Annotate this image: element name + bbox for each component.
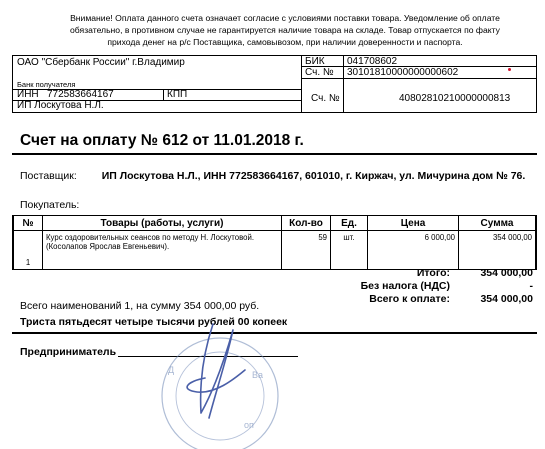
svg-text:Д: Д [168, 365, 175, 375]
row-qty: 59 [282, 231, 331, 270]
pay-value: 354 000,00 [480, 293, 533, 305]
bank-label: Банк получателя [17, 80, 76, 89]
signer-label: Предприниматель [20, 346, 117, 358]
total-value: 354 000,00 [480, 267, 533, 279]
total-label: Итого: [416, 267, 450, 279]
svg-text:оп: оп [244, 420, 254, 430]
inn-label: ИНН [17, 89, 39, 100]
col-unit: Ед. [331, 216, 368, 231]
amount-in-words: Триста пятьдесят четыре тысячи рублей 00 копеек [20, 316, 288, 328]
row-num: 1 [13, 231, 43, 270]
supplier-value: ИП Лоскутова Н.Л., ИНН 772583664167, 601010, г. Киржач, ул. Мичурина дом № 76. [101, 170, 526, 182]
table-row [13, 231, 536, 270]
pay-label: Всего к оплате: [369, 293, 450, 305]
notice-line: прихода денег на р/с Поставщика, самовывозом, при наличии доверенности и паспорта. [107, 37, 463, 47]
kpp-label: КПП [167, 89, 188, 100]
notice-line: Внимание! Оплата данного счета означает согласие с условиями поставки товара. Уведомление об оплате [70, 13, 500, 23]
vat-value: - [529, 280, 533, 292]
col-price: Цена [368, 216, 459, 231]
supplier-label: Поставщик: [20, 170, 77, 182]
items-table [12, 215, 537, 270]
supplier-line [20, 170, 525, 182]
bik-label: БИК [305, 56, 325, 67]
recipient-name: ИП Лоскутова Н.Л. [17, 100, 104, 111]
title-underline [12, 153, 537, 155]
account-value: 40802810210000000813 [399, 93, 511, 104]
row-sum: 354 000,00 [459, 231, 537, 270]
bik-value: 041708602 [347, 56, 398, 67]
col-goods: Товары (работы, услуги) [43, 216, 282, 231]
inn-value: 772583664167 [47, 89, 114, 100]
payment-notice [60, 12, 510, 48]
bank-details-table [12, 55, 537, 113]
vat-label: Без налога (НДС) [360, 280, 450, 292]
row-unit: шт. [331, 231, 368, 270]
col-num: № [13, 216, 43, 231]
table-header-row [13, 216, 536, 231]
signature-icon [175, 318, 255, 430]
buyer-label: Покупатель: [20, 199, 80, 211]
row-goods [43, 231, 282, 270]
bank-name: ОАО "Сбербанк России" г.Владимир [17, 57, 185, 68]
corr-account-label: Сч. № [305, 67, 334, 78]
invoice-title: Счет на оплату № 612 от 11.01.2018 г. [20, 132, 304, 149]
corr-account-value: 30101810000000000602 [347, 67, 459, 78]
items-count-summary: Всего наименований 1, на сумму 354 000,00 руб. [20, 300, 260, 312]
row-goods-line: Курс оздоровительных сеансов по методу Н. Лоскутовой. [46, 233, 254, 242]
col-qty: Кол-во [282, 216, 331, 231]
col-sum: Сумма [459, 216, 537, 231]
red-mark [508, 68, 511, 71]
row-price: 6 000,00 [368, 231, 459, 270]
svg-text:Ва: Ва [252, 370, 264, 380]
row-goods-line: (Косолапов Ярослав Евгеньевич). [46, 242, 170, 251]
account-label: Сч. № [311, 93, 340, 104]
notice-line: обязательно, в противном случае не гарантируется наличие товара на складе. Товар отпускается по факту [70, 25, 500, 35]
